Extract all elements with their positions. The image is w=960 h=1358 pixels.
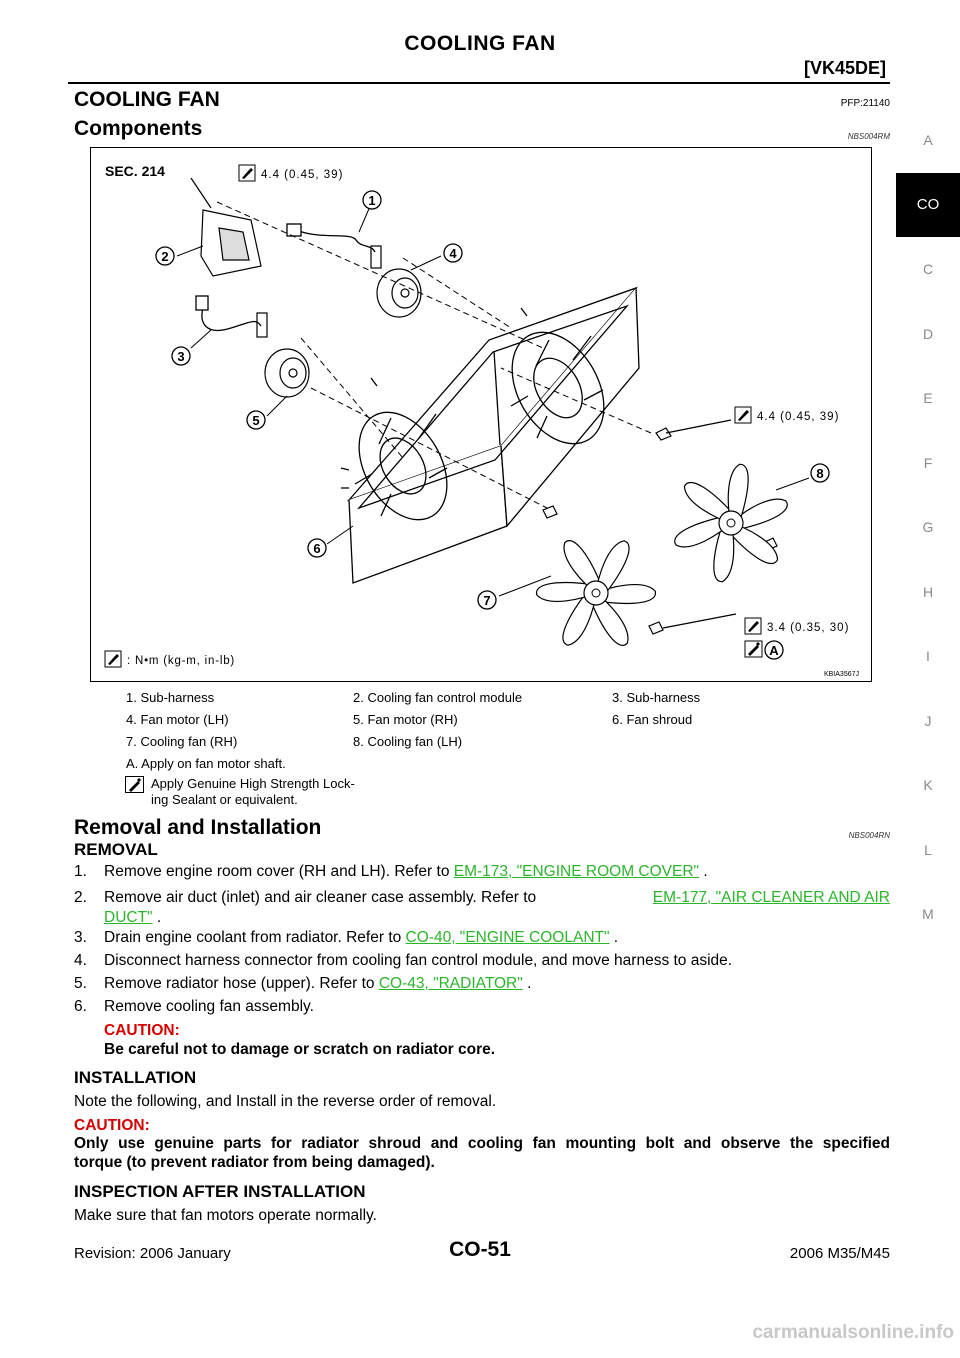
legend-row: [113, 730, 873, 752]
revision-date: Revision: 2006 January: [74, 1245, 231, 1262]
fan-shroud-drawing: [341, 288, 639, 583]
ref-link-engine-coolant[interactable]: CO-40, "ENGINE COOLANT": [405, 929, 610, 946]
torque-wrench-icon: [239, 165, 255, 181]
removal-installation-heading: Removal and Installation: [74, 816, 322, 839]
ref-link-air-cleaner[interactable]: DUCT": [104, 909, 153, 926]
sealant-icon: [745, 641, 762, 657]
torque-unit-legend: : N•m (kg-m, in-lb): [127, 655, 236, 667]
engine-code: [VK45DE]: [803, 58, 886, 78]
sealant-legend: [113, 776, 873, 808]
components-ref-code: NBS004RM: [847, 132, 890, 141]
callout-7: [478, 591, 496, 609]
index-tab-h[interactable]: H: [922, 583, 934, 600]
index-tab-c[interactable]: C: [922, 261, 934, 278]
legend-row: [113, 752, 873, 774]
svg-text:4: 4: [449, 246, 457, 261]
index-tab-i[interactable]: I: [926, 648, 930, 665]
callout-4: [444, 244, 462, 262]
index-tab-d[interactable]: D: [922, 325, 934, 342]
parts-legend: [113, 686, 873, 808]
legend-row: [113, 708, 873, 730]
svg-text:A: A: [769, 643, 779, 658]
legend-item: 3. Sub-harness: [612, 689, 701, 705]
legend-item: 2. Cooling fan control module: [353, 689, 523, 705]
callout-2: [156, 247, 174, 265]
exploded-diagram-svg: [91, 148, 873, 683]
removal-step-3: 3. Drain engine coolant from radiator. Refer to CO-40, "ENGINE COOLANT" .: [74, 929, 619, 946]
inspection-text: Make sure that fan motors operate normally.: [74, 1207, 377, 1224]
torque-spec-mid: 4.4 (0.45, 39): [757, 411, 840, 423]
svg-text:1: 1: [368, 193, 376, 208]
removal-step-6: 6. Remove cooling fan assembly.: [74, 998, 314, 1015]
caution-text: Be careful not to damage or scratch on radiator core.: [104, 1041, 496, 1058]
sealant-text: ing Sealant or equivalent.: [151, 792, 298, 807]
index-tab-co[interactable]: CO: [896, 173, 960, 238]
legend-item: 4. Fan motor (LH): [126, 711, 229, 727]
callout-3: [172, 347, 190, 365]
legend-item: 5. Fan motor (RH): [353, 711, 458, 727]
legend-row: [113, 686, 873, 708]
fan-motor-lh-drawing: [371, 246, 421, 317]
fan-control-module-drawing: [191, 178, 261, 276]
svg-text:3: 3: [177, 349, 185, 364]
caution-text: torque (to prevent radiator from being damaged).: [74, 1154, 435, 1171]
ref-link-radiator[interactable]: CO-43, "RADIATOR": [378, 975, 523, 992]
installation-note: Note the following, and Install in the reverse order of removal.: [74, 1093, 497, 1110]
installation-subheading: INSTALLATION: [74, 1068, 197, 1087]
removal-step-2: 2. Remove air duct (inlet) and air cleaner case assembly. Refer to EM-177, "AIR CLEANER AND AIR DUCT" .: [74, 889, 890, 926]
index-tab-g[interactable]: G: [922, 519, 934, 536]
removal-subheading: REMOVAL: [74, 840, 158, 859]
legend-item: 6. Fan shroud: [612, 711, 693, 727]
cooling-fan-rh-drawing: [535, 536, 657, 650]
section-index-tabs: [896, 108, 960, 947]
header-divider: [68, 82, 890, 84]
index-tab-k[interactable]: K: [923, 777, 933, 794]
part-code: PFP:21140: [840, 98, 890, 109]
exploded-diagram: [90, 147, 872, 682]
cooling-fan-lh-drawing: [675, 462, 788, 583]
svg-text:2: 2: [161, 249, 169, 264]
index-tab-l[interactable]: L: [924, 841, 932, 858]
svg-text:5: 5: [252, 413, 260, 428]
svg-text:7: 7: [483, 593, 491, 608]
index-tab-f[interactable]: F: [923, 454, 933, 471]
removal-step-5: 5. Remove radiator hose (upper). Refer to CO-43, "RADIATOR" .: [74, 975, 532, 992]
caution-text: Only use genuine parts for radiator shroud and cooling fan mounting bolt and observe the specified: [74, 1135, 890, 1152]
index-tab-j[interactable]: J: [924, 712, 932, 729]
page-number: CO-51: [449, 1238, 511, 1261]
callout-1: [363, 191, 381, 209]
figure-id: KBIA3567J: [823, 671, 859, 678]
torque-wrench-icon: [735, 407, 751, 423]
section-title: COOLING FAN: [74, 88, 220, 111]
torque-wrench-icon: [105, 651, 121, 667]
removal-step-1: 1. Remove engine room cover (RH and LH). Refer to EM-173, "ENGINE ROOM COVER" .: [74, 863, 708, 880]
sec-number: SEC. 214: [105, 163, 165, 179]
components-heading: Components: [74, 117, 203, 140]
removal-step-4: 4. Disconnect harness connector from cooling fan control module, and move harness to aside.: [74, 952, 733, 969]
callout-a: [765, 641, 783, 659]
callout-6: [308, 539, 326, 557]
torque-spec-bottom: 3.4 (0.35, 30): [767, 622, 850, 634]
index-tab-m[interactable]: M: [922, 906, 934, 923]
watermark: carmanualsonline.info: [752, 1322, 954, 1343]
legend-item: 7. Cooling fan (RH): [126, 733, 238, 749]
caution-label: CAUTION:: [104, 1022, 180, 1039]
page-header-title: COOLING FAN: [404, 32, 556, 55]
svg-text:6: 6: [313, 541, 321, 556]
legend-item: 8. Cooling fan (LH): [353, 733, 463, 749]
index-tab-a[interactable]: A: [923, 132, 933, 149]
sealant-text: Apply Genuine High Strength Lock-: [151, 776, 355, 791]
legend-item: A. Apply on fan motor shaft.: [126, 755, 286, 771]
vehicle-model: 2006 M35/M45: [789, 1245, 890, 1262]
torque-wrench-icon: [745, 618, 761, 634]
sealant-icon: [125, 776, 151, 797]
fan-motor-rh-drawing: [257, 313, 309, 397]
callout-8: [811, 464, 829, 482]
index-tab-e[interactable]: E: [923, 390, 933, 407]
legend-item: 1. Sub-harness: [126, 689, 215, 705]
inspection-subheading: INSPECTION AFTER INSTALLATION: [74, 1182, 366, 1201]
removal-ref-code: NBS004RN: [848, 831, 890, 840]
callout-5: [247, 411, 265, 429]
caution-label: CAUTION:: [74, 1117, 150, 1134]
svg-text:8: 8: [816, 466, 824, 481]
ref-link-air-cleaner[interactable]: EM-177, "AIR CLEANER AND AIR: [652, 889, 890, 906]
torque-spec-top: 4.4 (0.45, 39): [261, 169, 344, 181]
ref-link-engine-room-cover[interactable]: EM-173, "ENGINE ROOM COVER": [453, 863, 700, 880]
